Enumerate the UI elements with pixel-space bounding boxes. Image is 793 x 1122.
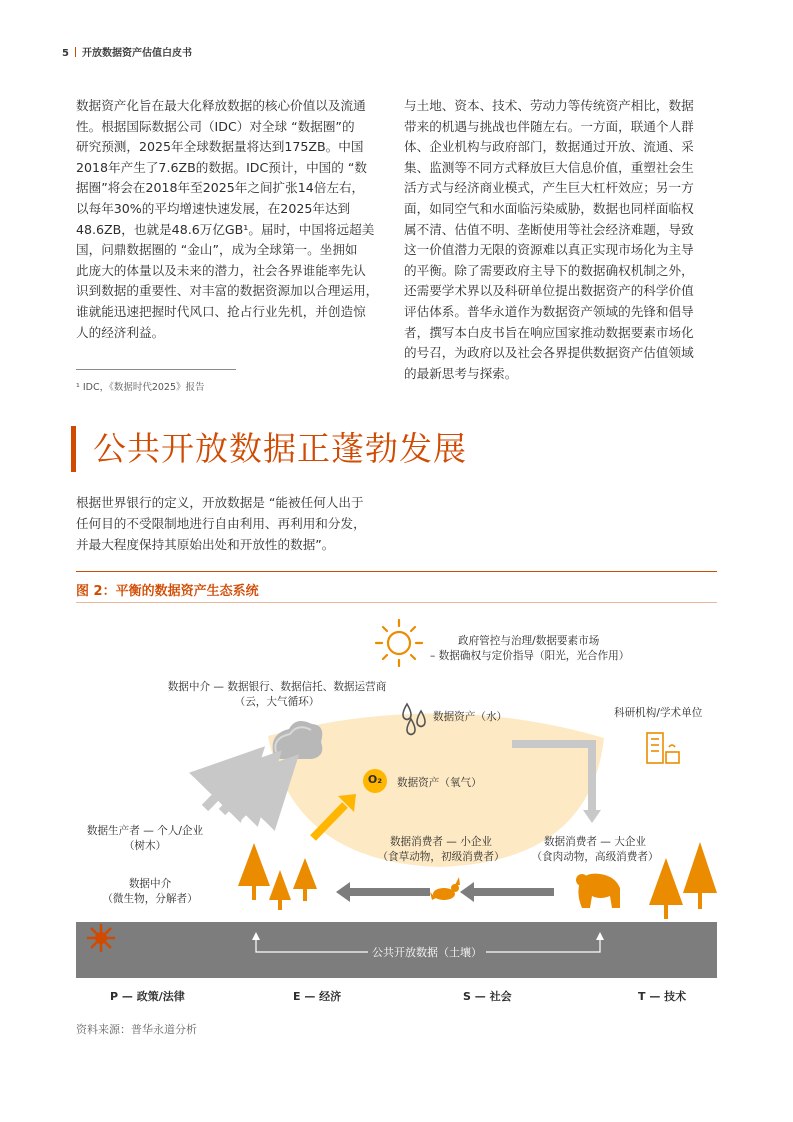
- small-consumer-line-1: 数据消费者 — 小企业: [389, 836, 493, 848]
- paragraph-line: 者，撰写本白皮书旨在响应国家推动数据要素市场化: [404, 324, 694, 340]
- footnote: ¹ IDC，《数据时代2025》报告: [76, 382, 205, 393]
- o2-symbol: O₂: [367, 773, 383, 786]
- sun-icon: [376, 620, 422, 666]
- gov-label-line-1: 政府管控与治理/数据要素市场: [458, 635, 600, 647]
- pest-technology: T — 技术: [638, 990, 687, 1003]
- paragraph-line: 以每年30%的平均增速快速发展，在2025年达到: [76, 200, 351, 216]
- paragraph-line: 国，问鼎数据圈的 “金山”，成为全球第一。坐拥如: [76, 242, 358, 258]
- gov-label-line-2: – 数据确权与定价指导（阳光，光合作用）: [430, 650, 630, 662]
- rabbit-icon: [430, 877, 460, 900]
- decomposer-line-1: 数据中介: [128, 878, 172, 890]
- document-title: 开放数据资产估值白皮书: [81, 48, 192, 59]
- paragraph-line: 与土地、资本、技术、劳动力等传统资产相比，数据: [404, 98, 694, 113]
- bear-icon: [576, 874, 620, 908]
- pest-policy: P — 政策/法律: [110, 990, 185, 1003]
- section-title: 公共开放数据正蓬勃发展: [93, 429, 467, 468]
- water-label: 数据资产（水）: [433, 711, 508, 723]
- paragraph-line: 2018年产生了7.6ZB的数据。IDC预计，中国的 “数: [76, 159, 367, 175]
- intro-line: 并最大程度保持其原始出处和开放性的数据”。: [76, 537, 335, 552]
- paragraph-line: 评估体系。普华永道作为数据资产领域的先锋和倡导: [404, 303, 694, 319]
- figure-title: 图 2：平衡的数据资产生态系统: [76, 584, 259, 599]
- paragraph-line: 此庞大的体量以及未来的潜力，社会各界谁能率先认: [76, 262, 366, 278]
- paragraph-line: 识到数据的重要性、对丰富的数据资源加以合理运用，: [76, 283, 379, 299]
- producer-label-line-1: 数据生产者 — 个人/企业: [86, 825, 204, 837]
- paragraph-line: 研究预测，2025年全球数据量将达到175ZB。中国: [76, 139, 364, 155]
- intermediary-label-line-2: （云，大气循环）: [234, 696, 320, 708]
- page-number: 5: [62, 48, 69, 59]
- small-consumer-line-2: （食草动物，初级消费者）: [377, 851, 505, 863]
- soil-label: 公共开放数据（土壤）: [372, 946, 482, 959]
- paragraph-line: 谁就能迅速把握时代风口、抢占行业先机，并创造惊: [76, 303, 366, 319]
- paragraph-line: 面，如同空气和水面临污染威胁，数据也同样面临权: [404, 200, 694, 216]
- microbe-icon: [87, 924, 115, 952]
- gov-label: [430, 634, 629, 664]
- paragraph-line: 带来的机遇与挑战也伴随左右。一方面，联通个人群: [404, 118, 694, 134]
- small-consumer-label: [366, 835, 516, 865]
- pest-society: S — 社会: [463, 990, 512, 1003]
- paragraph-line: 的平衡。除了需要政府主导下的数据确权机制之外，: [404, 262, 694, 278]
- paragraph-line: 48.6ZB，也就是48.6万亿GB¹。届时，中国将远超美: [76, 221, 375, 237]
- paragraph-line: 性。根据国际数据公司（IDC）对全球 “数据圈”的: [76, 118, 355, 134]
- oxygen-label: 数据资产（氧气）: [397, 777, 482, 789]
- large-consumer-line-1: 数据消费者 — 大企业: [543, 836, 647, 848]
- pest-economy: E — 经济: [293, 990, 342, 1003]
- paragraph-line: 的最新思考与探索。: [404, 365, 518, 381]
- paragraph-line: 这一价值潜力无限的资源难以真正实现市场化为主导: [404, 242, 694, 258]
- producer-label: [76, 824, 214, 854]
- evaporation-arrows: [205, 772, 274, 816]
- figure-source: 资料来源：普华永道分析: [76, 1023, 197, 1036]
- paragraph-line: 人的经济利益。: [76, 324, 165, 340]
- intermediary-label: [152, 680, 402, 710]
- intermediary-label-line-1: 数据中介 — 数据银行、数据信托、数据运营商: [167, 681, 387, 693]
- paragraph-line: 数据资产化旨在最大化释放数据的核心价值以及流通: [76, 98, 366, 113]
- cloud-icon: [273, 721, 323, 759]
- decomposer-line-2: （微生物，分解者）: [102, 893, 198, 905]
- paragraph-line: 的号召，为政府以及社会各界提供数据资产估值领域: [404, 345, 694, 361]
- paragraph-line: 还需要学术界以及科研单位提出数据资产的科学价值: [404, 283, 694, 299]
- paragraph-line: 活方式与经济商业模式，产生巨大杠杆效应；另一方: [404, 180, 694, 196]
- building-icon: [647, 733, 679, 763]
- large-consumer-line-2: （食肉动物，高级消费者）: [531, 851, 659, 863]
- research-label: 科研机构/学术单位: [614, 707, 703, 719]
- large-consumer-label: [520, 835, 670, 865]
- decomposer-label: [84, 877, 216, 907]
- paragraph-line: 属不清、估值不明、垄断使用等社会经济难题，导致: [404, 221, 694, 237]
- intro-line: 根据世界银行的定义，开放数据是 “能被任何人出于: [76, 495, 364, 510]
- intro-line: 任何目的不受限制地进行自由利用、再利用和分发，: [76, 516, 366, 531]
- paragraph-line: 集、监测等不同方式释放巨大信息价值，重塑社会生: [404, 159, 694, 175]
- producer-label-line-2: （树木）: [123, 840, 167, 852]
- paragraph-line: 体、企业机构与政府部门，数据通过开放、流通、采: [404, 139, 694, 155]
- paragraph-line: 据圈”将会在2018年至2025年之间扩张14倍左右，: [76, 180, 365, 196]
